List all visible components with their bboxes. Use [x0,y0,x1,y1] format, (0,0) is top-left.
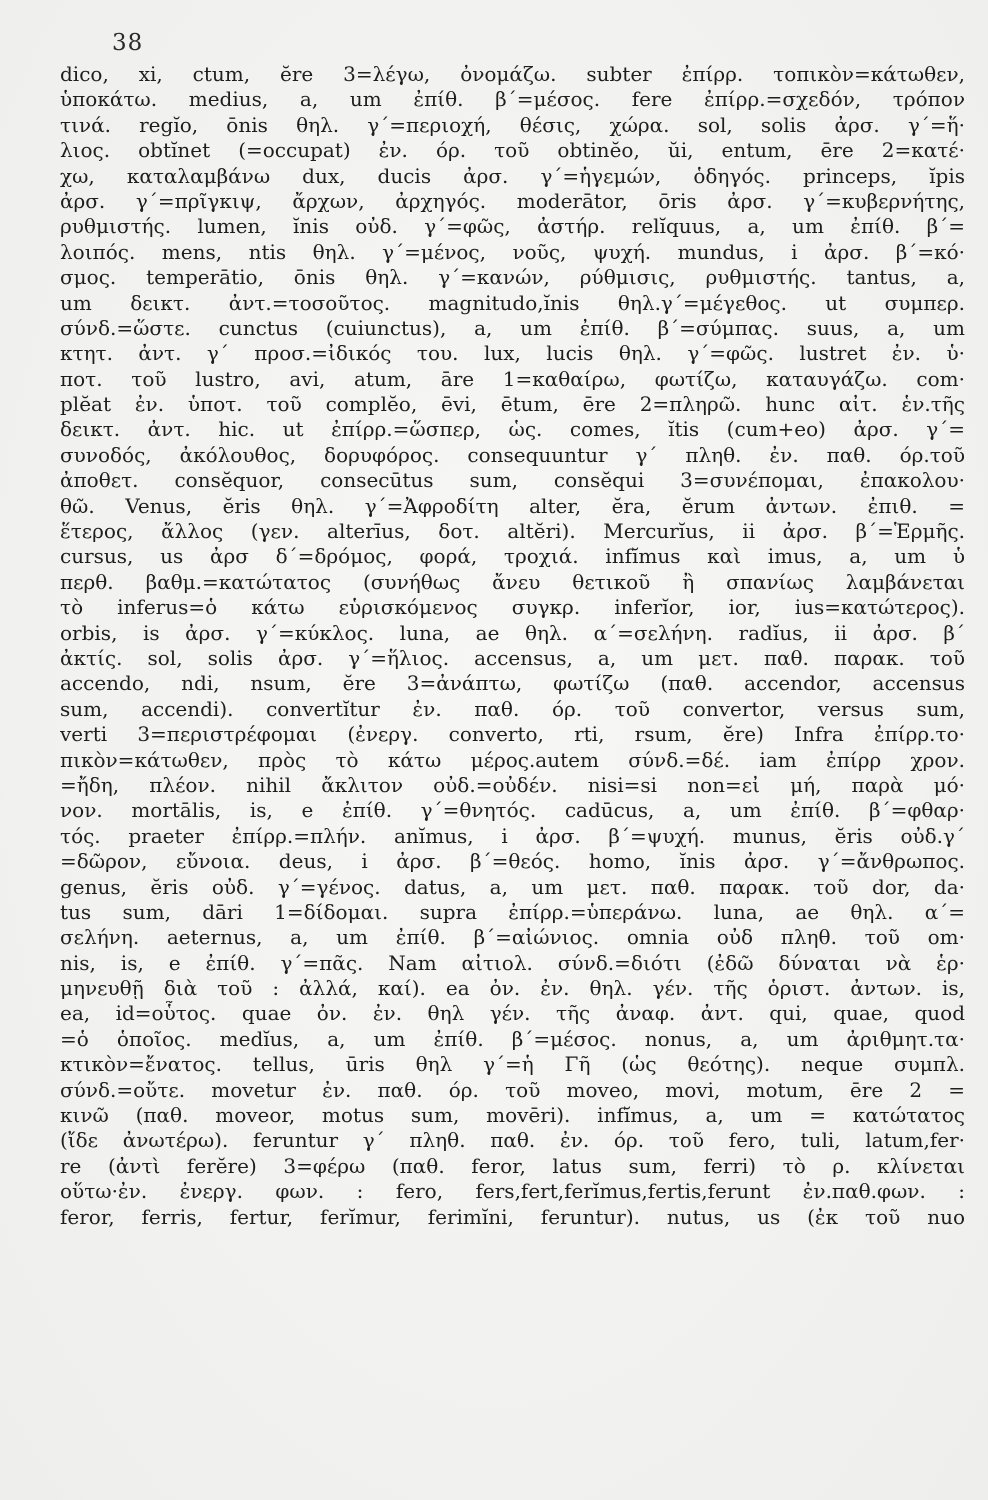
glossary-text-block [60,62,965,1230]
text-line: =δῶρον, εὔνοια. deus, i ἀρσ. β΄=θεός. homo, ĭnis ἀρσ. γ΄=ἄνθρωπος. [60,849,965,874]
text-line: σελήνη. aeternus, a, um ἐπίθ. β΄=αἰώνιος. omnia οὐδ πληθ. τοῦ om· [60,925,965,950]
text-line: κτικὸν=ἔνατος. tellus, ūris θηλ γ΄=ἡ Γῆ (ὡς θεότης). neque συμπλ. [60,1052,965,1077]
text-line: =ὁ ὁποῖος. medĭus, a, um ἐπίθ. β΄=μέσος. nonus, a, um ἀριθμητ.τα· [60,1026,965,1051]
text-line: feror, ferris, fertur, ferĭmur, ferimĭni, feruntur). nutus, us (ἐκ τοῦ nuo [60,1204,965,1229]
text-line: cursus, us ἀρσ δ΄=δρόμος, φορά, τροχιά. infĭmus καὶ imus, a, um ὑ [60,544,965,569]
text-line: =ἤδη, πλέον. nihil ἄκλιτον οὐδ.=οὐδέν. nisi=si non=εἰ μή, παρὰ μό· [60,772,965,797]
text-line: sum, accendi). convertĭtur ἐν. παθ. όρ. τοῦ convertor, versus sum, [60,696,965,721]
text-line: nis, is, e ἐπίθ. γ΄=πᾶς. Nam αἰτιολ. σύνδ.=διότι (ἐδῶ δύναται νὰ ἑρ· [60,950,965,975]
text-line: ρυθμιστής. lumen, ĭnis οὐδ. γ΄=φῶς, ἀστήρ. relĭquus, a, um ἐπίθ. β΄= [60,214,965,239]
text-line: verti 3=περιστρέφομαι (ἐνεργ. converto, rti, rsum, ĕre) Infra ἐπίρρ.το· [60,722,965,747]
text-line: τός. praeter ἐπίρρ.=πλήν. anĭmus, i ἀρσ. β΄=ψυχή. munus, ĕris οὐδ.γ΄ [60,823,965,848]
text-line: dico, xi, ctum, ĕre 3=λέγω, ὀνομάζω. subter ἐπίρρ. τοπικὸν=κάτωθεν, [60,62,965,86]
text-line: τὸ inferus=ὁ κάτω εὑρισκόμενος συγκρ. inferĭor, ior, ius=κατώτερος). [60,595,965,620]
text-line: ἀποθετ. consĕquor, consecūtus sum, consĕqui 3=συνέπομαι, ἐπακολου· [60,468,965,493]
text-line: (ἴδε ἀνωτέρω). feruntur γ΄ πληθ. παθ. ἐν. όρ. τοῦ fero, tuli, latum,fer· [60,1128,965,1153]
text-line: νον. mortālis, is, e ἐπίθ. γ΄=θνητός. cadūcus, a, um ἐπίθ. β΄=φθαρ· [60,798,965,823]
text-line: λιος. obtĭnet (=occupat) ἐν. όρ. τοῦ obtinĕo, ŭi, entum, ēre 2=κατέ· [60,138,965,163]
text-line: ἕτερος, ἄλλος (γεν. alterīus, δοτ. altĕri). Mercurĭus, ii ἀρσ. β΄=Ἑρμῆς. [60,519,965,544]
text-line: τινά. regĭo, ōnis θηλ. γ΄=περιοχή, θέσις, χώρα. sol, solis ἀρσ. γ΄=ἥ· [60,112,965,137]
text-line: σύνδ.=οὔτε. movetur ἐν. παθ. όρ. τοῦ moveo, movi, motum, ēre 2 = [60,1077,965,1102]
text-line: plĕat ἐν. ὑποτ. τοῦ complĕo, ēvi, ētum, ēre 2=πληρῶ. hunc αἰτ. ἑν.τῆς [60,392,965,417]
text-line: genus, ĕris οὐδ. γ΄=γένος. datus, a, um μετ. παθ. παρακ. τοῦ dor, da· [60,874,965,899]
text-line: um δεικτ. ἀντ.=τοσοῦτος. magnitudo,ĭnis θηλ.γ΄=μέγεθος. ut συμπερ. [60,290,965,315]
text-line: ἀρσ. γ΄=πρῖγκιψ, ἄρχων, ἀρχηγός. moderātor, ōris ἀρσ. γ΄=κυβερνήτης, [60,188,965,213]
text-line: περθ. βαθμ.=κατώτατος (συνήθως ἄνευ θετικοῦ ἢ σπανίως λαμβάνεται [60,569,965,594]
text-line: re (ἀντὶ ferĕre) 3=φέρω (παθ. feror, latus sum, ferri) τὸ ρ. κλίνεται [60,1153,965,1178]
text-line: σμος. temperātio, ōnis θηλ. γ΄=κανών, ρύθμισις, ρυθμιστής. tantus, a, [60,265,965,290]
text-line: χω, καταλαμβάνω dux, ducis ἀρσ. γ΄=ἡγεμών, ὁδηγός. princeps, ĭpis [60,163,965,188]
text-line: ποτ. τοῦ lustro, avi, atum, āre 1=καθαίρω, φωτίζω, καταυγάζω. com· [60,366,965,391]
text-line: κτητ. ἀντ. γ΄ προσ.=ἰδικός του. lux, lucis θηλ. γ΄=φῶς. lustret ἐν. ὑ· [60,341,965,366]
text-line: μηνευθῇ διὰ τοῦ : ἀλλά, καί). ea ὀν. ἐν. θηλ. γέν. τῆς ὁριστ. ἀντων. is, [60,976,965,1001]
text-line: σύνδ.=ὥστε. cunctus (cuiunctus), a, um ἐπίθ. β΄=σύμπας. suus, a, um [60,315,965,340]
text-line: θῶ. Venus, ĕris θηλ. γ΄=Ἀφροδίτη alter, ĕra, ĕrum ἀντων. ἐπιθ. = [60,493,965,518]
text-line: οὕτω·ἐν. ἐνεργ. φων. : fero, fers,fert,ferĭmus,fertis,ferunt ἐν.παθ.φων. : [60,1179,965,1204]
text-line: ὑποκάτω. medius, a, um ἐπίθ. β΄=μέσος. fere ἐπίρρ.=σχεδόν, τρόπον [60,87,965,112]
text-line: accendo, ndi, nsum, ĕre 3=ἀνάπτω, φωτίζω (παθ. accendor, accensus [60,671,965,696]
text-line: πικὸν=κάτωθεν, πρὸς τὸ κάτω μέρος.autem σύνδ.=δέ. iam ἐπίρρ χρον. [60,747,965,772]
text-line: κινῶ (παθ. moveor, motus sum, movēri). infĭmus, a, um = κατώτατος [60,1103,965,1128]
text-line: ἀκτίς. sol, solis ἀρσ. γ΄=ἥλιος. accensus, a, um μετ. παθ. παρακ. τοῦ [60,645,965,670]
text-line: συνοδός, ἀκόλουθος, δορυφόρος. consequuntur γ΄ πληθ. ἐν. παθ. όρ.τοῦ [60,442,965,467]
text-line: orbis, is ἀρσ. γ΄=κύκλος. luna, ae θηλ. α΄=σελήνη. radĭus, ii ἀρσ. β΄ [60,620,965,645]
text-line: tus sum, dāri 1=δίδομαι. supra ἐπίρρ.=ὑπεράνω. luna, ae θηλ. α΄= [60,899,965,924]
text-line: ea, id=οὗτος. quae ὀν. ἐν. θηλ γέν. τῆς ἀναφ. ἀντ. qui, quae, quod [60,1001,965,1026]
text-line: λοιπός. mens, ntis θηλ. γ΄=μένος, νοῦς, ψυχή. mundus, i ἀρσ. β΄=κό· [60,239,965,264]
text-line: δεικτ. ἀντ. hic. ut ἐπίρρ.=ὥσπερ, ὡς. comes, ĭtis (cum+eo) ἀρσ. γ΄= [60,417,965,442]
page-number: 38 [112,30,144,56]
